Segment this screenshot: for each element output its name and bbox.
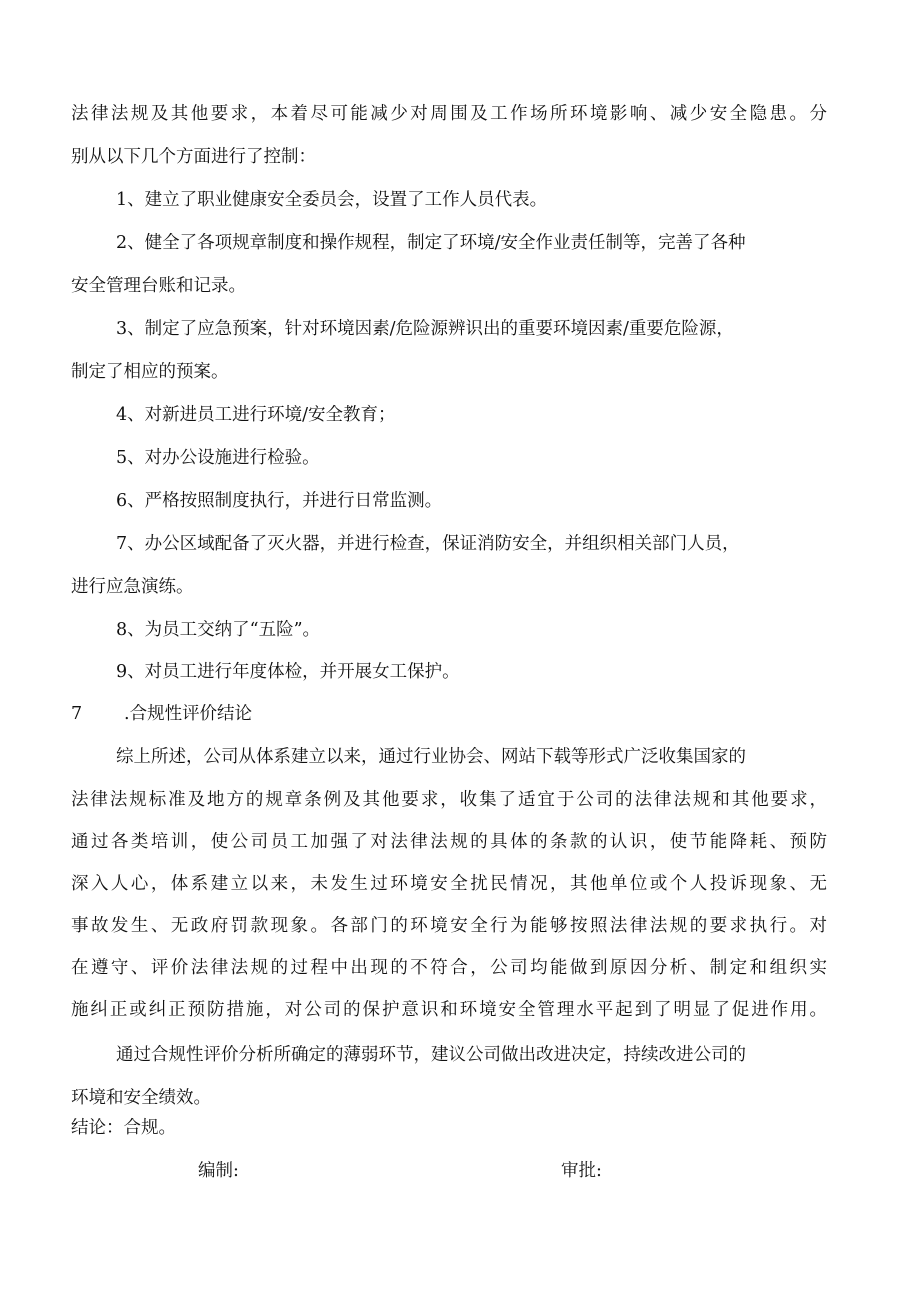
conclusion-p1-line-2: 法律法规标准及地方的规章条例及其他要求，收集了适宜于公司的法律法规和其他要求， — [71, 790, 827, 810]
prepared-by-label: 编制: — [198, 1161, 239, 1181]
intro-line-2: 别从以下几个方面进行了控制： — [71, 147, 316, 167]
list-item-2-cont: 安全管理台账和记录。 — [71, 276, 246, 296]
conclusion-p2-line-2: 环境和安全绩效。 — [71, 1088, 211, 1108]
conclusion-p2-line-1: 通过合规性评价分析所确定的薄弱环节，建议公司做出改进决定，持续改进公司的 — [116, 1045, 746, 1065]
list-item-3: 3、制定了应急预案，针对环境因素/危险源辨识出的重要环境因素/重要危险源， — [116, 319, 734, 339]
list-item-6: 6、严格按照制度执行，并进行日常监测。 — [116, 491, 443, 511]
conclusion-p1-line-7: 施纠正或纠正预防措施，对公司的保护意识和环境安全管理水平起到了明显了促进作用。 — [71, 1000, 827, 1020]
conclusion-p1-line-6: 在遵守、评价法律法规的过程中出现的不符合，公司均能做到原因分析、制定和组织实 — [71, 958, 827, 978]
conclusion-p1-line-3: 通过各类培训，使公司员工加强了对法律法规的具体的条款的认识，使节能降耗、预防 — [71, 832, 827, 852]
list-item-3-cont: 制定了相应的预案。 — [71, 362, 229, 382]
list-item-7-cont: 进行应急演练。 — [71, 577, 194, 597]
list-item-8: 8、为员工交纳了“五险”。 — [116, 620, 321, 640]
section-number: 7 — [71, 704, 83, 724]
approved-by-label: 审批: — [561, 1161, 602, 1181]
conclusion-p1-line-4: 深入人心，体系建立以来，未发生过环境安全扰民情况，其他单位或个人投诉现象、无 — [71, 874, 827, 894]
intro-line-1: 法律法规及其他要求，本着尽可能减少对周围及工作场所环境影响、减少安全隐患。分 — [71, 104, 827, 124]
section-title: .合规性评价结论 — [124, 704, 253, 724]
conclusion-p1-line-5: 事故发生、无政府罚款现象。各部门的环境安全行为能够按照法律法规的要求执行。对 — [71, 916, 827, 936]
list-item-1: 1、建立了职业健康安全委员会，设置了工作人员代表。 — [116, 190, 548, 210]
list-item-5: 5、对办公设施进行检验。 — [116, 448, 320, 468]
list-item-9: 9、对员工进行年度体检，并开展女工保护。 — [116, 662, 460, 682]
list-item-4: 4、对新进员工进行环境/安全教育； — [116, 405, 396, 425]
list-item-7: 7、办公区域配备了灭火器，并进行检查，保证消防安全，并组织相关部门人员， — [116, 534, 740, 554]
list-item-2: 2、健全了各项规章制度和操作规程，制定了环境/安全作业责任制等，完善了各种 — [116, 233, 746, 253]
conclusion-p1-line-1: 综上所述，公司从体系建立以来，通过行业协会、网站下载等形式广泛收集国家的 — [116, 747, 746, 767]
verdict: 结论：合规。 — [71, 1118, 176, 1138]
